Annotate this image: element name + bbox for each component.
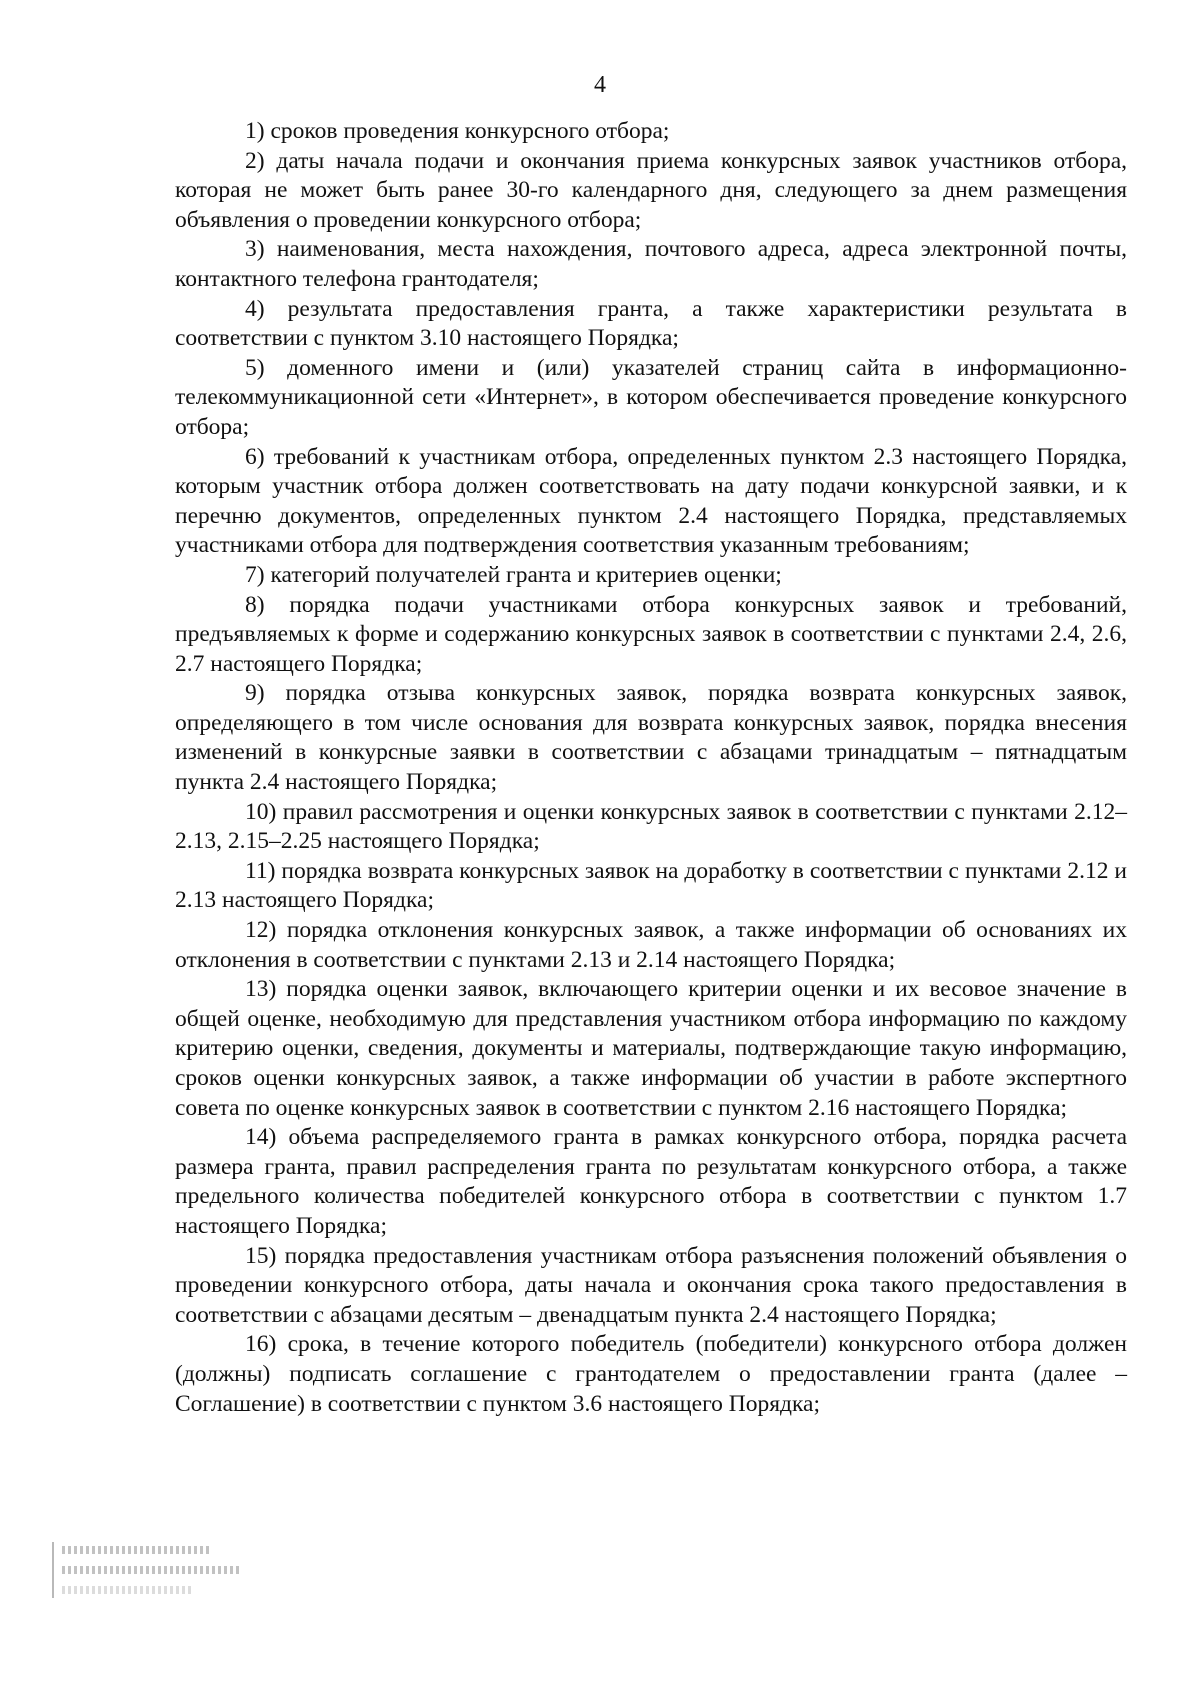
- page-number: 4: [594, 72, 606, 98]
- list-item: 15) порядка предоставления участникам отбора разъяснения положений объявления о проведении конкурсного отбора, даты начала и окончания срока такого предоставления в соответствии с абзацами десятым – двенадцатым пункта 2.4 настоящего Порядка;: [175, 1242, 1127, 1328]
- stamp-border: [52, 1542, 54, 1598]
- document-body: [175, 117, 1127, 1419]
- stamp-text-line: [62, 1546, 212, 1554]
- list-item: 14) объема распределяемого гранта в рамках конкурсного отбора, порядка расчета размера гранта, правил распределения гранта по результатам конкурсного отбора, а также предельного количества победителей конкурсного отбора в соответствии с пунктом 1.7 настоящего Порядка;: [175, 1124, 1127, 1239]
- list-item: 2) даты начала подачи и окончания приема конкурсных заявок участников отбора, которая не может быть ранее 30-го календарного дня, следующего за днем размещения объявления о проведении конкурсного отбора;: [175, 147, 1127, 233]
- list-item: 11) порядка возврата конкурсных заявок на доработку в соответствии с пунктами 2.12 и 2.13 настоящего Порядка;: [175, 857, 1127, 914]
- list-item: 10) правил рассмотрения и оценки конкурсных заявок в соответствии с пунктами 2.12–2.13, 2.15–2.25 настоящего Порядка;: [175, 798, 1127, 855]
- list-item: 5) доменного имени и (или) указателей страниц сайта в информационно-телекоммуникационной сети «Интернет», в котором обеспечивается проведение конкурсного отбора;: [175, 354, 1127, 440]
- list-item: 6) требований к участникам отбора, определенных пунктом 2.3 настоящего Порядка, которым участник отбора должен соответствовать на дату подачи конкурсной заявки, и к перечню документов, определенных пунктом 2.4 настоящего Порядка, представляемых участниками отбора для подтверждения соответствия указанным требованиям;: [175, 443, 1127, 559]
- stamp-text-line: [62, 1586, 192, 1594]
- list-item: 8) порядка подачи участниками отбора конкурсных заявок и требований, предъявляемых к форме и содержанию конкурсных заявок в соответствии с пунктами 2.4, 2.6, 2.7 настоящего Порядка;: [175, 591, 1127, 677]
- list-item: 7) категорий получателей гранта и критериев оценки;: [245, 561, 782, 588]
- list-item: 3) наименования, места нахождения, почтового адреса, адреса электронной почты, контактного телефона грантодателя;: [175, 236, 1127, 292]
- list-item: 4) результата предоставления гранта, а также характеристики результата в соответствии с пунктом 3.10 настоящего Порядка;: [175, 295, 1127, 352]
- list-item: 12) порядка отклонения конкурсных заявок, а также информации об основаниях их отклонения в соответствии с пунктами 2.13 и 2.14 настоящего Порядка;: [175, 917, 1127, 973]
- stamp-text-line: [62, 1566, 242, 1574]
- list-item: 13) порядка оценки заявок, включающего критерии оценки и их весовое значение в общей оценке, необходимую для представления участником отбора информацию по каждому критерию оценки, сведения, документы и материалы, подтверждающие такую информацию, сроков оценки конкурсных заявок, а также информации об участии в работе экспертного совета по оценке конкурсных заявок в соответствии с пунктом 2.16 настоящего Порядка;: [175, 976, 1127, 1121]
- list-item: 9) порядка отзыва конкурсных заявок, порядка возврата конкурсных заявок, определяющего в том числе основания для возврата конкурсных заявок, порядка внесения изменений в конкурсные заявки в соответствии с абзацами тринадцатым – пятнадцатым пункта 2.4 настоящего Порядка;: [175, 680, 1127, 796]
- list-item: 1) сроков проведения конкурсного отбора;: [245, 118, 670, 144]
- stamp-remnant: [52, 1540, 252, 1610]
- list-item: 16) срока, в течение которого победитель (победители) конкурсного отбора должен (должны) подписать соглашение с грантодателем о предоставлении гранта (далее – Соглашение) в соответствии с пунктом 3.6 настоящего Порядка;: [175, 1331, 1127, 1417]
